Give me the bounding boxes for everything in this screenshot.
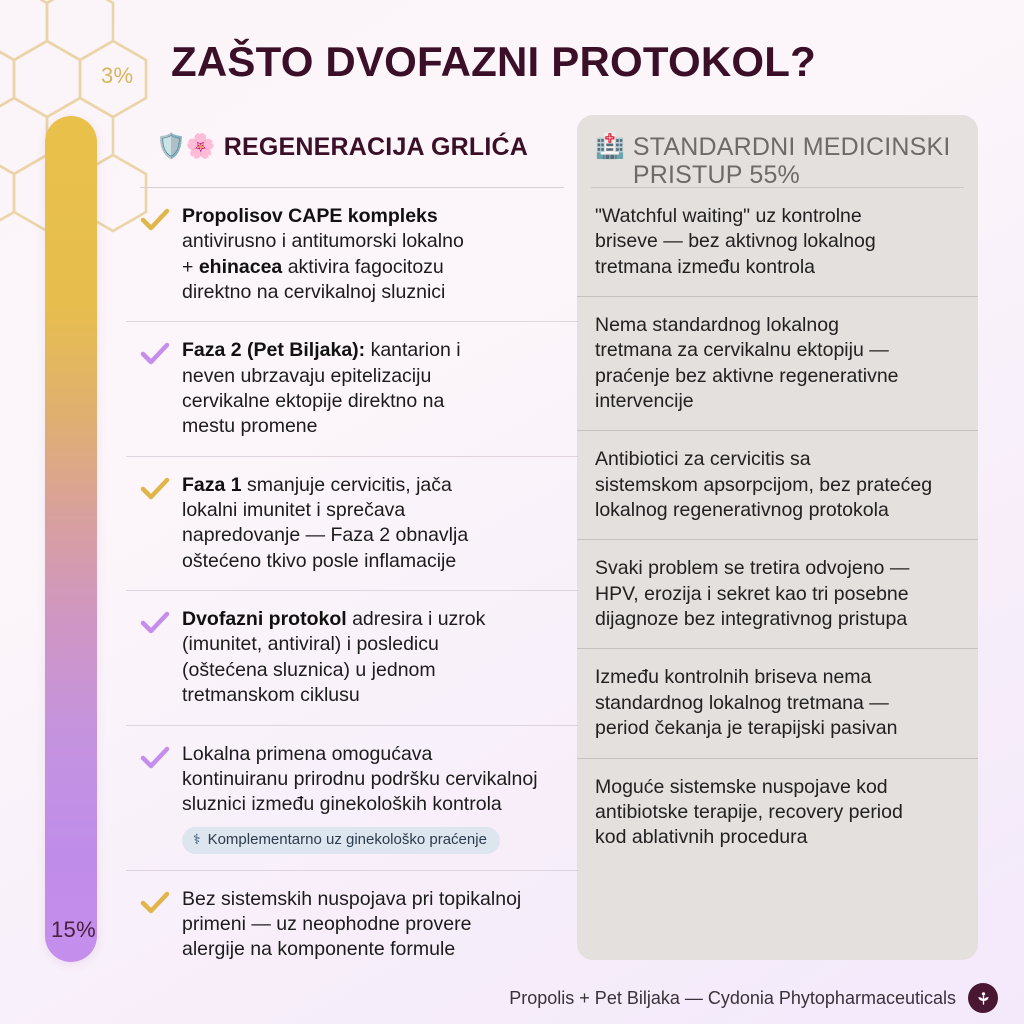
list-item (126, 591, 578, 725)
caduceus-icon: ⚕ (193, 831, 201, 848)
column-right-title: STANDARDNI MEDICINSKI PRISTUP 55% (632, 133, 951, 190)
gradient-meter-bar (45, 116, 97, 962)
check-icon (140, 342, 170, 368)
list-item (126, 726, 578, 871)
table-row (577, 431, 978, 540)
table-row (577, 540, 978, 649)
list-item-text: Faza 1 smanjuje cervicitis, jača lokalni imunitet i sprečava napredovanje — Faza 2 obnavlja oštećeno tkivo posle inflamacije (182, 473, 469, 572)
check-icon (140, 208, 170, 234)
list-item-text: Propolisov CAPE kompleks antivirusno i antitumorski lokalno + ehinacea aktivira fagocitozu direktno na cervikalnoj sluznici (182, 205, 464, 304)
column-left-rows (126, 188, 578, 979)
column-regeneration (126, 115, 578, 979)
list-item-text: Bez sistemskih nuspojava pri topikalnoj primeni — uz neophodne provere alergije na komponente formule (182, 887, 522, 961)
check-icon (140, 891, 170, 917)
list-item-text: Lokalna primena omogućava kontinuiranu prirodnu podršku cervikalnoj sluznici između ginekoloških kontrola (182, 742, 538, 816)
list-item (126, 188, 578, 322)
table-row (577, 188, 978, 297)
seedling-icon (974, 989, 993, 1008)
list-item (126, 871, 578, 979)
check-icon (140, 477, 170, 503)
shield-flower-icon: 🛡️🌸 (156, 133, 216, 160)
meter-top-label: 3% (101, 63, 134, 88)
list-item-text: Faza 2 (Pet Biljaka): kantarion i neven ubrzavaju epitelizaciju cervikalne ektopije direktno na mestu promene (182, 339, 461, 438)
table-row-text: Nema standardnog lokalnog tretmana za cervikalnu ektopiju — praćenje bez aktivne regenerativne intervencije (595, 314, 899, 413)
check-icon (140, 611, 170, 637)
brand-logo (968, 983, 998, 1013)
table-row-text: Moguće sistemske nuspojave kod antibiotske terapije, recovery period kod ablativnih procedura (595, 775, 903, 849)
table-row-text: Između kontrolnih briseva nema standardnog lokalnog tretmana — period čekanja je terapijski pasivan (595, 666, 898, 740)
status-badge (182, 827, 500, 854)
table-row (577, 649, 978, 758)
list-item (126, 457, 578, 591)
column-left-title: REGENERACIJA GRLIĆA (223, 133, 529, 161)
footer-text: Propolis + Pet Biljaka — Cydonia Phytopharmaceuticals (509, 987, 956, 1008)
list-item (126, 322, 578, 456)
check-icon (140, 746, 170, 772)
table-row (577, 759, 978, 867)
table-row-text: "Watchful waiting" uz kontrolne briseve — bez aktivnog lokalnog tretmana između kontrola (595, 205, 876, 278)
column-right-header (577, 115, 978, 190)
table-row (577, 297, 978, 431)
hospital-icon: 🏥 (595, 133, 625, 160)
list-item-body (182, 742, 538, 854)
column-standard-medical (577, 115, 978, 867)
list-item-text: Dvofazni protokol adresira i uzrok (imunitet, antiviral) i posledicu (oštećena sluznica) u jednom tretmanskom ciklusu (182, 608, 486, 707)
meter-bottom-label: 15% (51, 917, 96, 942)
page-title: ZAŠTO DVOFAZNI PROTOKOL? (171, 38, 816, 85)
column-left-header (126, 115, 578, 187)
table-row-text: Svaki problem se tretira odvojeno — HPV, erozija i sekret kao tri posebne dijagnoze bez integrativnog pristupa (595, 557, 910, 631)
column-right-rows (577, 188, 978, 867)
footer (0, 983, 1024, 1013)
table-row-text: Antibiotici za cervicitis sa sistemskom apsorpcijom, bez pratećeg lokalnog regenerativnog protokola (595, 448, 933, 522)
status-badge-label: Komplementarno uz ginekološko praćenje (207, 830, 487, 848)
